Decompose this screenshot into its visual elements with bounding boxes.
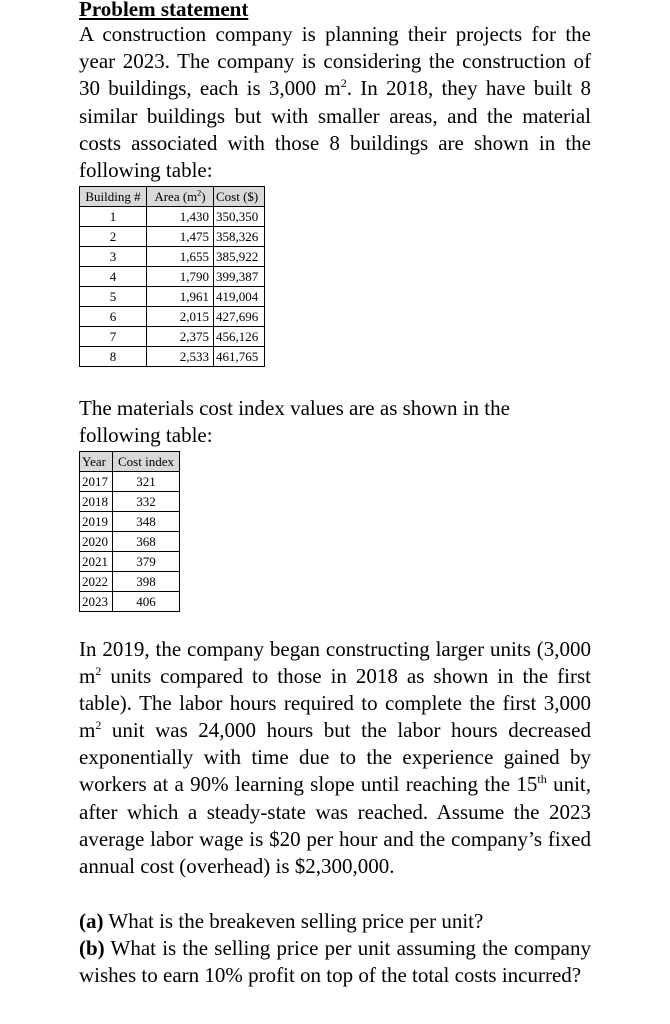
building-cell: 7: [80, 327, 147, 347]
intro-paragraph: [79, 21, 591, 184]
building-cell: 1: [80, 207, 147, 227]
cost-cell: 427,696: [214, 307, 265, 327]
year-cell: 2023: [80, 592, 113, 612]
scenario-text-3: unit was 24,000 hours but the labor hours decreased exponentially with time due to the experience gained by workers at a 90% learning slope until reaching the 15: [79, 718, 591, 797]
area-cell: 1,475: [147, 227, 214, 247]
building-cell: 3: [80, 247, 147, 267]
area-header-post: ): [201, 189, 206, 204]
col-cost-index-header: Cost index: [113, 452, 180, 472]
question-a-label: (a): [79, 909, 104, 933]
area-cell: 2,533: [147, 347, 214, 367]
index-cell: 348: [113, 512, 180, 532]
table-row: [80, 207, 265, 227]
area-cell: 1,430: [147, 207, 214, 227]
scenario-text-1: In 2019, the company began constructing larger units (3,000 m: [79, 637, 591, 689]
question-a: [79, 908, 591, 935]
index-cell: 379: [113, 552, 180, 572]
year-cell: 2020: [80, 532, 113, 552]
table-row: [80, 287, 265, 307]
cost-cell: 461,765: [214, 347, 265, 367]
table-row: [80, 267, 265, 287]
table-row: [80, 512, 180, 532]
index-intro-paragraph: The materials cost index values are as shown in the following table:: [79, 396, 510, 447]
buildings-table: [79, 186, 265, 367]
table-row: [80, 532, 180, 552]
year-cell: 2018: [80, 492, 113, 512]
table-row: [80, 247, 265, 267]
scenario-paragraph: [79, 636, 591, 880]
index-cell: 321: [113, 472, 180, 492]
area-header-pre: Area (m: [154, 189, 198, 204]
cost-cell: 456,126: [214, 327, 265, 347]
cost-cell: 358,326: [214, 227, 265, 247]
year-cell: 2017: [80, 472, 113, 492]
problem-heading: Problem statement: [79, 0, 249, 21]
index-header-row: [80, 452, 180, 472]
intro-text-1: A construction company is planning their projects for the year 2023. The company is considering the construction of 30 buildings, each is 3,000 m: [79, 22, 591, 101]
table-row: [80, 327, 265, 347]
index-cell: 368: [113, 532, 180, 552]
question-b-text: What is the selling price per unit assuming the company wishes to earn 10% profit on top of the total costs incurred?: [79, 936, 591, 987]
scenario-superscript-3: th: [537, 772, 547, 787]
cost-cell: 399,387: [214, 267, 265, 287]
area-header-sup: 2: [197, 188, 202, 198]
table-row: [80, 552, 180, 572]
index-cell: 398: [113, 572, 180, 592]
building-cell: 2: [80, 227, 147, 247]
intro-text-2: . In 2018, they have built 8 similar buildings but with smaller areas, and the material costs associated with those 8 buildings are shown in the following table:: [79, 76, 591, 183]
table-row: [80, 592, 180, 612]
buildings-header-row: [80, 187, 265, 207]
col-cost-header: Cost ($): [214, 187, 265, 207]
building-cell: 5: [80, 287, 147, 307]
scenario-text-4: unit, after which a steady-state was reached. Assume the 2023 average labor wage is $20 per hour and the company’s fixed annual cost (overhead) is $2,300,000.: [79, 772, 591, 878]
intro-superscript: 2: [340, 76, 347, 91]
col-year-header: Year: [80, 452, 113, 472]
table-row: [80, 472, 180, 492]
year-cell: 2019: [80, 512, 113, 532]
question-b: [79, 935, 591, 989]
cost-index-table: [79, 451, 180, 612]
building-cell: 4: [80, 267, 147, 287]
table-row: [80, 307, 265, 327]
year-cell: 2022: [80, 572, 113, 592]
building-cell: 8: [80, 347, 147, 367]
cost-cell: 385,922: [214, 247, 265, 267]
table-row: [80, 347, 265, 367]
area-cell: 1,961: [147, 287, 214, 307]
scenario-text-2: units compared to those in 2018 as shown in the first table). The labor hours required to complete the first 3,000 m: [79, 664, 591, 743]
area-cell: 2,015: [147, 307, 214, 327]
building-cell: 6: [80, 307, 147, 327]
area-cell: 1,790: [147, 267, 214, 287]
scenario-superscript-1: 2: [95, 664, 102, 679]
area-cell: 2,375: [147, 327, 214, 347]
index-cell: 332: [113, 492, 180, 512]
question-a-text: What is the breakeven selling price per unit?: [103, 909, 484, 933]
area-cell: 1,655: [147, 247, 214, 267]
cost-cell: 419,004: [214, 287, 265, 307]
scenario-superscript-2: 2: [95, 718, 102, 733]
table-row: [80, 572, 180, 592]
table-row: [80, 492, 180, 512]
col-area-header: [147, 187, 214, 207]
index-cell: 406: [113, 592, 180, 612]
question-b-label: (b): [79, 936, 105, 960]
col-building-header: Building #: [80, 187, 147, 207]
year-cell: 2021: [80, 552, 113, 572]
table-row: [80, 227, 265, 247]
cost-cell: 350,350: [214, 207, 265, 227]
